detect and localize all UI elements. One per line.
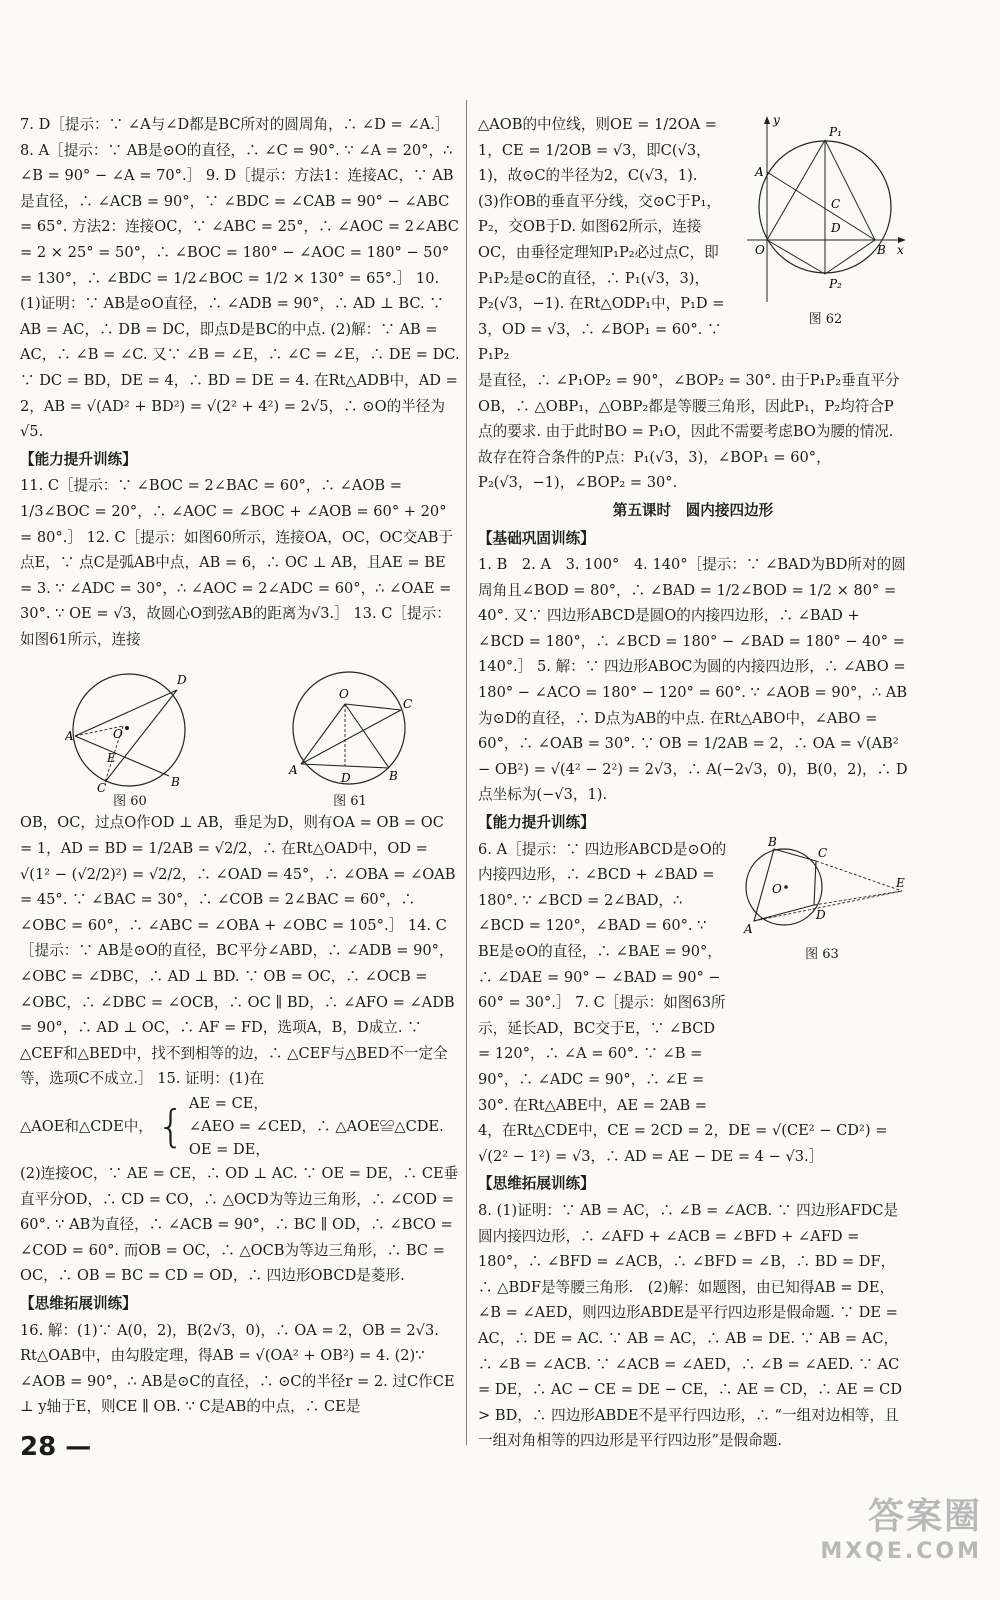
answers-6-7-with-figure-63: [478, 837, 908, 1119]
column-divider: [466, 100, 467, 1445]
svg-text:B: B: [389, 769, 398, 784]
answers-1-5: 1. B 2. A 3. 100° 4. 140°［提示：∵ ∠BAD为BD所对的圆周角且∠BOD = 80°，∴ ∠BAD = 1/2∠BOD = 1/2 × 80° = 40°. 又∵ 四边形ABCD是圆O的内接四边形，∴ ∠BAD + ∠BCD = 180°，∴ ∠BCD = 180° − ∠BAD = 180° − 40° = 140°.］ 5. 解：∵ 四边形ABOC为圆的内接四边形，∴ ∠ABO = 180° − ∠ACO = 180° − 120° = 60°. ∵ ∠AOB = 90°，∴ AB为⊙D的直径，∴ D点为AB的中点. 在Rt△ABO中，∠ABO = 60°，∴ ∠OAB = 30°. ∵ OB = 1/2AB = 2，∴ OA = √(AB² − OB²) = √(4² − 2²) = 2√3，∴ A(−2√3，0)，B(0，2)，∴ D点坐标为(−√3，1).: [478, 556, 908, 804]
figure-61-caption: 图 61: [333, 794, 367, 810]
figure-63: [736, 837, 908, 1119]
section-tag-ability: 【能力提升训练】: [20, 450, 137, 468]
left-column: [20, 112, 460, 1420]
svg-text:x: x: [897, 243, 904, 257]
answer-16-with-figure-62: [478, 112, 908, 368]
svg-text:O: O: [113, 727, 123, 742]
congruence-conditions: [189, 1092, 444, 1161]
svg-text:O: O: [755, 243, 765, 257]
svg-text:B: B: [768, 836, 777, 849]
answer-7-continued: 4，在Rt△CDE中，CE = 2CD = 2，DE = √(CE² − CD²) = √(2² − 1²) = √3，∴ AD = AE − DE = 4 − √3.］: [478, 1122, 888, 1165]
figure-60: [65, 664, 195, 810]
watermark-brand: 答案圈: [867, 1496, 982, 1537]
right-column: [478, 112, 908, 1454]
figure-63-diagram: [736, 837, 908, 947]
svg-text:A: A: [65, 729, 74, 744]
svg-text:A: A: [744, 921, 753, 936]
watermark-logo: [820, 1488, 982, 1564]
svg-text:O: O: [339, 687, 349, 702]
figure-60-caption: 图 60: [113, 794, 147, 810]
congruence-system: [20, 1092, 460, 1161]
figure-60-diagram: [65, 664, 195, 794]
lesson-title: 第五课时 圆内接四边形: [612, 501, 774, 519]
section-tag-extension: 【思维拓展训练】: [20, 1294, 137, 1312]
svg-text:O: O: [772, 881, 782, 896]
svg-text:D: D: [341, 771, 351, 786]
answer-16-part3: (3)作OB的垂直平分线，交⊙C于P₁，P₂，交OB于D. 如图62所示，连接OC，由垂径定理知P₁P₂必过点C，即P₁P₂是⊙C的直径，∴ P₁(√3，3)，P₂(√3，−1). 在Rt△ODP₁中，P₁D = 3，OD = √3，∴ ∠BOP₁ = 60°. ∵ P₁P₂: [478, 192, 725, 364]
svg-text:P₂: P₂: [829, 277, 842, 291]
figure-61-diagram: [285, 664, 415, 794]
section-tag-ability-2: 【能力提升训练】: [478, 814, 595, 832]
answers-13-15: OB，OC，过点O作OD ⊥ AB，垂足为D，则有OA = OB = OC = 1，AD = BD = 1/2AB = √2/2，∴ 在Rt△OAD中，OD = √(1² − (√2/2)²) = √2/2，∴ ∠OAD = 45°，∴ ∠OBA = ∠OAB = 45°. ∵ ∠BAC = 30°，∴ ∠COB = 2∠BAC = 60°，∴ ∠OBC = 60°，∴ ∠ABC = ∠OBA + ∠OBC = 105°.］ 14. C［提示：∵ AB是⊙O的直径，BC平分∠ABD，∴ ∠ADB = 90°，∠OBC = ∠DBC，∴ AD ⊥ BD. ∵ OB = OC，∴ ∠OCB = ∠OBC，∴ ∠DBC = ∠OCB，∴ OC ∥ BD，∴ ∠AFO = ∠ADB = 90°，∴ AD ⊥ OC，∴ AF = FD，选项A，B，D成立. ∵ △CEF和△BED中，找不到相等的边，∴ △CEF与△BED不一定全等，选项C不成立.］ 15. 证明：(1)在: [20, 814, 456, 1088]
figure-62-caption: 图 62: [808, 312, 843, 327]
svg-text:C: C: [831, 197, 841, 211]
figure-62: [743, 112, 908, 368]
answer-16-conclusion: 是直径，∴ ∠P₁OP₂ = 90°，∠BOP₂ = 30°. 由于P₁P₂垂直平分OB，∴ △OBP₁，△OBP₂都是等腰三角形，因此P₁，P₂均符合P点的要求. 由于此时BO = P₁O，因此不需要考虑BO为腰的情况. 故存在符合条件的P点：P₁(√3，3)，∠BOP₁ = 60°，P₂(√3，−1)，∠BOP₂ = 30°.: [478, 371, 900, 492]
svg-text:D: D: [816, 907, 826, 922]
svg-text:B: B: [877, 243, 886, 257]
figure-62-diagram: [743, 112, 908, 312]
svg-text:E: E: [107, 751, 116, 766]
svg-text:B: B: [171, 775, 180, 790]
answers-6-7-text: [478, 837, 730, 1119]
svg-text:C: C: [97, 781, 107, 795]
svg-text:A: A: [289, 763, 298, 778]
answer-16-text: [478, 112, 737, 368]
answer-16: 16. 解：(1)∵ A(0，2)，B(2√3，0)，∴ OA = 2，OB = 2√3. Rt△OAB中，由勾股定理，得AB = √(OA² + OB²) = 4. (2)∵ ∠AOB = 90°，∴ AB是⊙C的直径，∴ ⊙C的半径r = 2. 过C作CE ⊥ y轴于E，则CE ∥ OB. ∵ C是AB的中点，∴ CE是: [20, 1321, 455, 1416]
congruence-lead: △AOE和△CDE中，: [20, 1117, 153, 1135]
figure-63-caption: 图 63: [805, 946, 839, 962]
answers-6-7: 6. A［提示：∵ 四边形ABCD是⊙O的内接四边形，∴ ∠BCD + ∠BAD = 180°. ∵ ∠BCD = 2∠BAD，∴ ∠BCD = 120°，∠BAD = 60°. ∵ BE是⊙O的直径，∴ ∠BAE = 90°，∴ ∠DAE = 90° − ∠BAD = 90° − 60° = 30°.］ 7. C［提示：如图63所示，延长AD，BC交于E，∵ ∠BCD = 120°，∴ ∠A = 60°. ∵ ∠B = 90°，∴ ∠ADC = 90°，∴ ∠E = 30°. 在Rt△ABE中，AE = 2AB =: [478, 840, 727, 1114]
section-tag-extension-2: 【思维拓展训练】: [478, 1175, 595, 1193]
svg-text:P₁: P₁: [829, 125, 842, 139]
svg-text:E: E: [896, 875, 905, 890]
answer-15-part2: (2)连接OC，∵ AE = CE，∴ OD ⊥ AC. ∵ OE = DE，∴ CE垂直平分OD，∴ CD = CO，∴ △OCD为等边三角形，∴ ∠COD = 60°. ∵ AB为直径，∴ ∠ACB = 90°，∴ BC ∥ OD，∴ ∠BCO = ∠COD = 60°. 而OB = OC，∴ △OCB为等边三角形，∴ BC = OC，∴ OB = BC = CD = OD，∴ 四边形OBCD是菱形.: [20, 1165, 459, 1285]
answer-8: 8. (1)证明：∵ AB = AC，∴ ∠B = ∠ACB. ∵ 四边形AFDC是圆内接四边形，∴ ∠AFD + ∠ACB = ∠BFD + ∠AFD = 180°，∴ ∠BFD = ∠ACB，∴ ∠BFD = ∠B，∴ BD = DF，∴ △BDF是等腰三角形. (2)解：如题图，由已知得AB = DE，∠B = ∠AED，则四边形ABDE是平行四边形是假命题. ∵ DE = AC，∴ DE = AC. ∵ AB = AC，∴ AB = DE. ∵ AB = AC，∴ ∠B = ∠ACB. ∵ ∠ACB = ∠AED，∴ ∠B = ∠AED. ∵ AC = DE，∴ AC − CE = DE − CE，∴ AE = CD，∴ AE = CD > BD，∴ 四边形ABDE不是平行四边形，∴ “一组对边相等，且一组对角相等的四边形是平行四边形”是假命题.: [478, 1201, 903, 1450]
condition-1: AE = CE，: [188, 1095, 269, 1112]
answer-16-continued: △AOB的中位线，则OE = 1/2OA = 1，CE = 1/2OB = √3，即C(√3，1)，故⊙C的半径为2，C(√3，1).: [478, 116, 717, 185]
answers-7-10: 7. D［提示：∵ ∠A与∠D都是BC所对的圆周角，∴ ∠D = ∠A.］ 8. A［提示：∵ AB是⊙O的直径，∴ ∠C = 90°. ∵ ∠A = 20°，∴ ∠B = 90° − ∠A = 70°.］ 9. D［提示：方法1：连接AC，∵ AB是直径，∴ ∠ACB = 90°，∵ ∠BDC = ∠CAB = 90° − ∠ABC = 65°. 方法2：连接OC，∵ ∠ABC = 25°，∴ ∠AOC = 2∠ABC = 2 × 25° = 50°，∴ ∠BOC = 180° − ∠AOC = 180° − 50° = 130°，∴ ∠BDC = 1/2∠BOC = 1/2 × 130° = 65°.］ 10. (1)证明：∵ AB是⊙O直径，∴ ∠ADB = 90°，∴ AD ⊥ BC. ∵ AB = AC，∴ DB = DC，即点D是BC的中点. (2)解：∵ AB = AC，∴ ∠B = ∠C. 又∵ ∠B = ∠E，∴ ∠C = ∠E，∴ DE = DC. ∵ DC = BD，DE = 4，∴ BD = DE = 4. 在Rt△ADB中，AD = 2，AB = √(AD² + BD²) = √(2² + 4²) = 2√5，∴ ⊙O的半径为√5.: [20, 116, 460, 441]
svg-text:C: C: [403, 697, 413, 712]
figures-60-61: [20, 656, 460, 810]
left-brace-symbol: {: [156, 1100, 185, 1152]
svg-text:D: D: [177, 673, 187, 688]
svg-text:y: y: [773, 113, 780, 127]
section-tag-basic: 【基础巩固训练】: [478, 529, 595, 547]
figure-61: [285, 664, 415, 810]
condition-3: OE = DE，: [188, 1141, 270, 1158]
condition-2: ∠AEO = ∠CED，∴ △AOE≌△CDE.: [188, 1118, 444, 1135]
page-number: 28 —: [20, 1432, 92, 1462]
answers-11-13: 11. C［提示：∵ ∠BOC = 2∠BAC = 60°，∴ ∠AOB = 1/3∠BOC = 20°，∴ ∠AOC = ∠BOC + ∠AOB = 60° + 20° = 80°.］ 12. C［提示：如图60所示，连接OA，OC，OC交AB于点E，∵ 点C是弧AB中点，AB = 6，∴ OC ⊥ AB，且AE = BE = 3. ∵ ∠ADC = 30°，∴ ∠AOC = 2∠ADC = 60°，∴ ∠OAE = 30°. ∵ OE = √3，故圆心O到弦AB的距离为√3.］ 13. C［提示：如图61所示，连接: [20, 477, 454, 648]
svg-text:C: C: [818, 845, 828, 860]
svg-text:A: A: [755, 165, 764, 179]
watermark-url: MXQE.COM: [820, 1539, 982, 1564]
svg-text:D: D: [831, 221, 841, 235]
